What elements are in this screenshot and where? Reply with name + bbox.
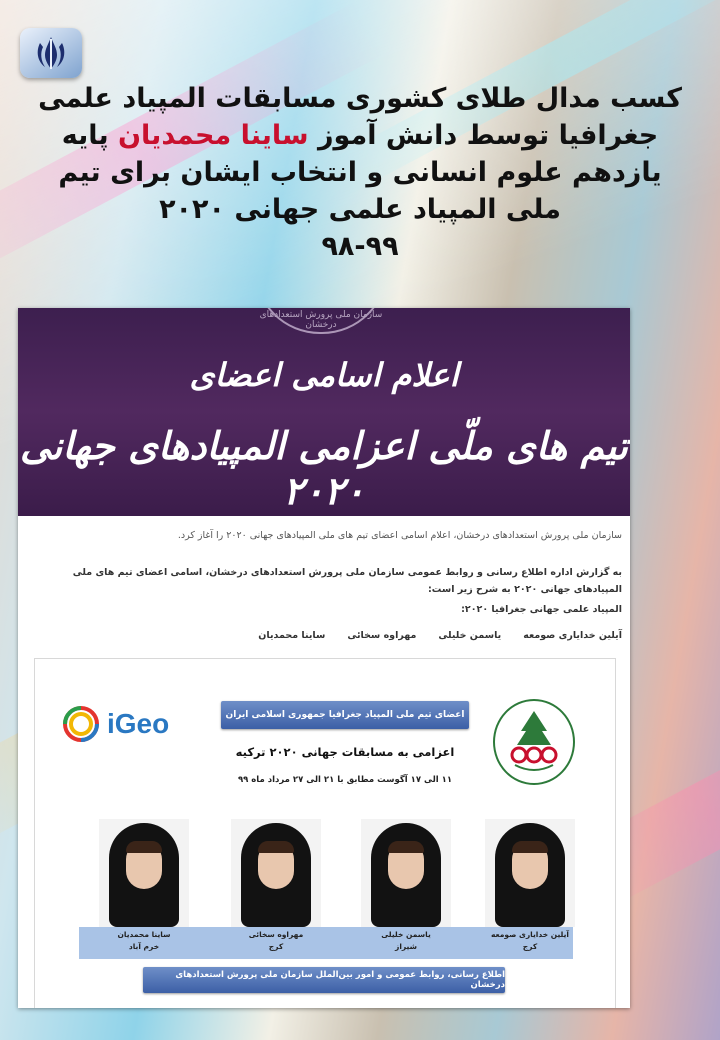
poster-footer-bar: اطلاع رسانی، روابط عمومی و امور بین‌الملل سازمان ملی پرورش استعدادهای درخشان [143, 967, 505, 993]
banner-title-line-1: اعلام اسامی اعضای [189, 356, 459, 394]
team-poster [34, 658, 616, 1008]
poster-title: اعزامی به مسابقات جهانی ۲۰۲۰ ترکیه [235, 745, 455, 759]
student-photo [485, 819, 575, 927]
student-caption [221, 929, 331, 953]
student-name: یاسمن خلیلی [381, 930, 431, 939]
article-paragraph-3: المپیاد علمی جهانی جغرافیا ۲۰۲۰: [461, 604, 622, 615]
poster-header-bar: اعضای تیم ملی المپیاد جغرافیا جمهوری اسلامی ایران [221, 701, 469, 729]
organization-seal-icon [254, 308, 388, 334]
igeo-logo-icon [59, 702, 103, 746]
student-name: آیلین خدایاری صومعه [491, 930, 569, 939]
article-paragraph-2: به گزارش اداره اطلاع رسانی و روابط عمومی سازمان ملی پرورش استعدادهای درخشان، اسامی اعضای تیم های ملی المپیادهای جهانی ۲۰۲۰ به شرح زیر است: [72, 567, 622, 595]
headline-line-3: یازدهم علوم انسانی و انتخاب ایشان برای تیم [58, 157, 662, 188]
student-photo [99, 819, 189, 927]
student-city: شیراز [395, 942, 417, 951]
news-screenshot [18, 308, 630, 1008]
banner-title-line-2: تیم های ملّی اعزامی المپیادهای جهانی ۲۰۲۰ [20, 423, 628, 513]
student-city: کرج [268, 942, 284, 951]
announcement-banner [18, 308, 630, 516]
article-paragraph-1: سازمان ملی پرورش استعدادهای درخشان، اعلام اسامی اعضای تیم های ملی المپیادهای جهانی ۲۰۲۰ را آغاز کرد. [177, 530, 622, 541]
student-city: کرج [522, 942, 538, 951]
student-name: ساینا محمدیان [117, 930, 171, 939]
student-caption [89, 929, 199, 953]
headline-line-2 [20, 117, 700, 154]
student-name-highlight: ساینا محمدیان [118, 120, 309, 151]
headline-line-2-start: جغرافیا توسط دانش آموز [318, 120, 659, 151]
igeo-logo [59, 699, 189, 749]
poster-dates: ۱۱ الی ۱۷ آگوست مطابق با ۲۱ الی ۲۷ مرداد ماه ۹۹ [237, 775, 453, 785]
headline-line-5: ۹۸-۹۹ [321, 231, 399, 262]
student-photo [231, 819, 321, 927]
seal-text: سازمان ملی پرورش استعدادهای درخشان [259, 310, 383, 330]
headline-line-4: ملی المپیاد علمی جهانی ۲۰۲۰ [159, 194, 561, 225]
student-photo [361, 819, 451, 927]
student-caption [351, 929, 461, 953]
student-city: خرم آباد [128, 942, 160, 951]
iran-emblem-icon [20, 28, 82, 78]
member-name: آیلین خدایاری صومعه [523, 630, 622, 641]
headline-line-2-end: پایه [61, 120, 109, 151]
headline [20, 80, 700, 265]
igeo-logo-text: iGeo [107, 708, 170, 739]
headline-line-1: کسب مدال طلای کشوری مسابقات المپیاد علمی [38, 83, 682, 114]
member-name: ساینا محمدیان [258, 630, 326, 641]
student-caption [475, 929, 585, 953]
member-name: یاسمن خلیلی [438, 630, 502, 641]
member-name: مهراوه سخائی [347, 630, 417, 641]
member-names-row [258, 630, 622, 641]
organization-logo-icon [493, 699, 575, 785]
student-name: مهراوه سخائی [248, 930, 304, 939]
